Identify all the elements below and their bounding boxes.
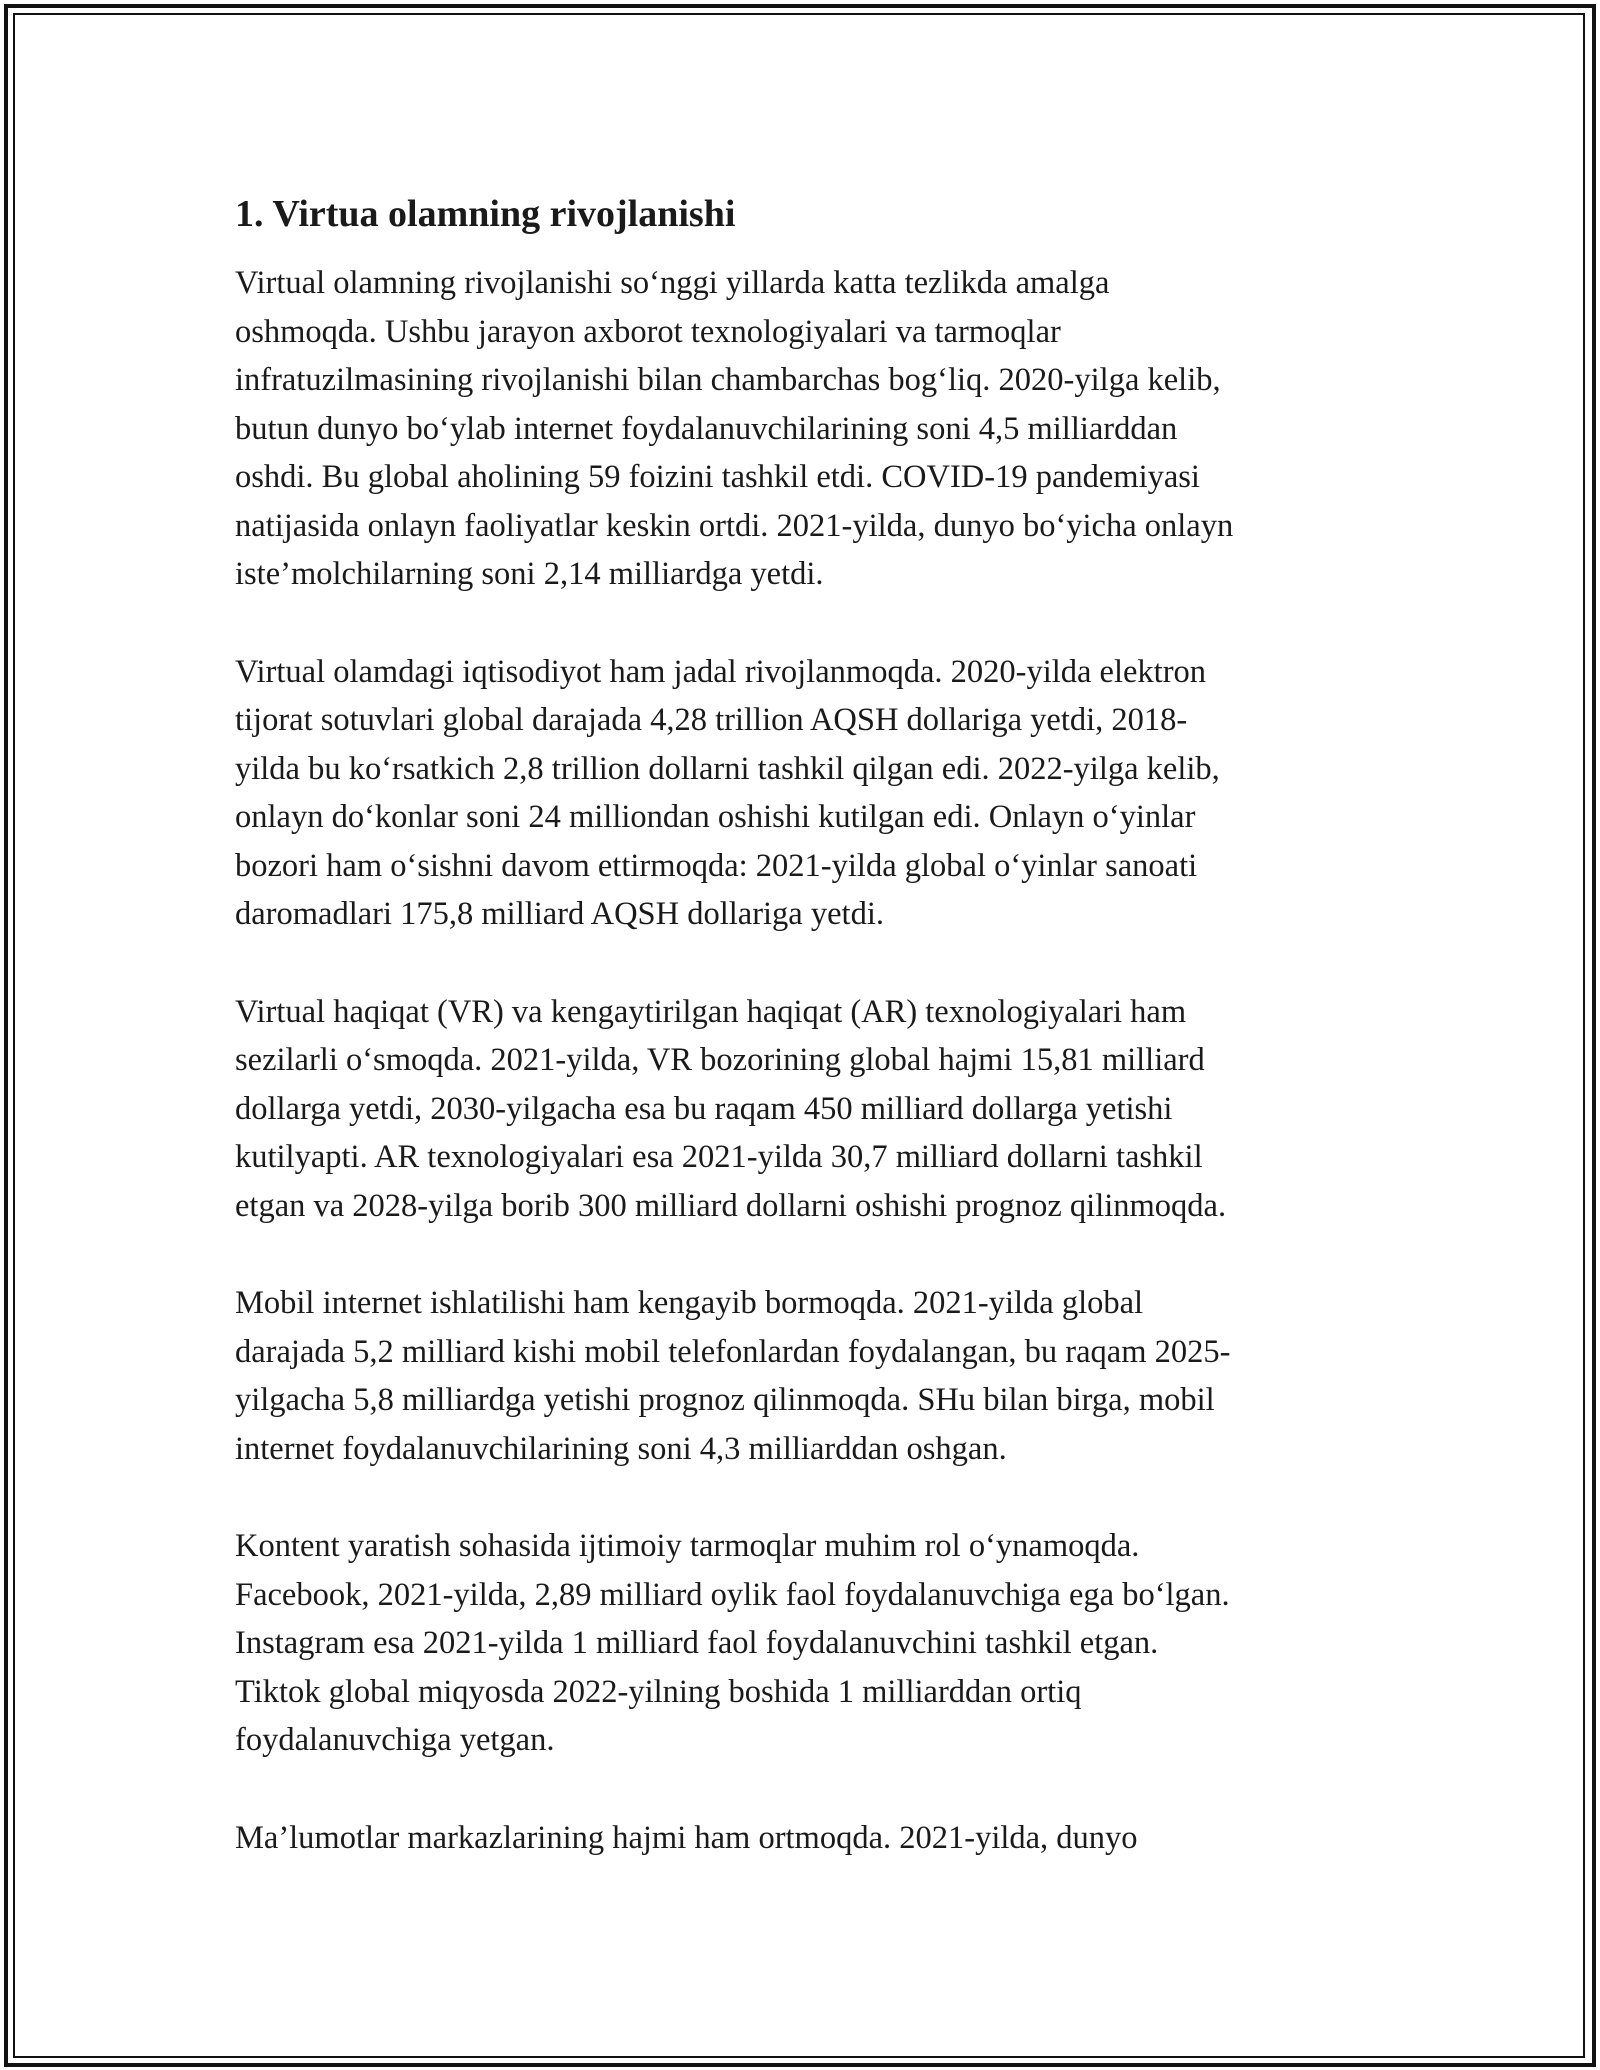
paragraph-line: onlayn do‘konlar soni 24 milliondan oshishi kutilgan edi. Onlayn o‘yinlar xyxy=(235,799,1196,835)
paragraph-line: yilda bu ko‘rsatkich 2,8 trillion dollarni tashkil qilgan edi. 2022-yilga kelib, xyxy=(235,750,1220,787)
paragraph-line: infratuzilmasining rivojlanishi bilan chambarchas bog‘liq. 2020-yilga kelib, xyxy=(235,362,1221,398)
paragraph-line: bozori ham o‘sishni davom ettirmoqda: 2021-yilda global o‘yinlar sanoati xyxy=(235,847,1198,884)
paragraph-line: tijorat sotuvlari global darajada 4,28 trillion AQSH dollariga yetdi, 2018- xyxy=(235,702,1188,738)
paragraph-line: Kontent yaratish sohasida ijtimoiy tarmoqlar muhim rol o‘ynamoqda. xyxy=(235,1528,1140,1564)
paragraph-line: Virtual olamning rivojlanishi so‘nggi yillarda katta tezlikda amalga xyxy=(235,265,1110,301)
section-heading: 1. Virtua olamning rivojlanishi xyxy=(235,193,736,235)
paragraph-line: kutilyapti. AR texnologiyalari esa 2021-yilda 30,7 milliard dollarni tashkil xyxy=(235,1139,1203,1175)
paragraph-data-centers xyxy=(235,1814,1385,1863)
paragraph-line: Facebook, 2021-yilda, 2,89 milliard oylik faol foydalanuvchiga ega bo‘lgan. xyxy=(235,1576,1230,1613)
paragraph-line: dollarga yetdi, 2030-yilgacha esa bu raqam 450 milliard dollarga yetishi xyxy=(235,1090,1173,1127)
paragraph-line: internet foydalanuvchilarining soni 4,3 milliarddan oshgan. xyxy=(235,1430,1007,1467)
paragraph-line: etgan va 2028-yilga borib 300 milliard dollarni oshishi prognoz qilinmoqda. xyxy=(235,1187,1227,1224)
paragraph-mobile-internet xyxy=(235,1279,1385,1473)
paragraph-line: yilgacha 5,8 milliardga yetishi prognoz qilinmoqda. SHu bilan birga, mobil xyxy=(235,1382,1215,1418)
paragraph-line: oshdi. Bu global aholining 59 foizini tashkil etdi. COVID-19 pandemiyasi xyxy=(235,459,1200,495)
paragraph-line: Ma’lumotlar markazlarining hajmi ham ortmoqda. 2021-yilda, dunyo xyxy=(235,1819,1138,1856)
paragraph-line: oshmoqda. Ushbu jarayon axborot texnologiyalari va tarmoqlar xyxy=(235,313,1061,350)
paragraph-line: Tiktok global miqyosda 2022-yilning boshida 1 milliarddan ortiq xyxy=(235,1673,1082,1710)
paragraph-line: darajada 5,2 milliard kishi mobil telefonlardan foydalangan, bu raqam 2025- xyxy=(235,1333,1231,1370)
paragraph-line: Mobil internet ishlatilishi ham kengayib bormoqda. 2021-yilda global xyxy=(235,1285,1144,1321)
paragraph-line: Instagram esa 2021-yilda 1 milliard faol foydalanuvchini tashkil etgan. xyxy=(235,1625,1159,1661)
paragraph-line: butun dunyo bo‘ylab internet foydalanuvchilarining soni 4,5 milliarddan xyxy=(235,410,1178,447)
paragraph-line: sezilarli o‘smoqda. 2021-yilda, VR bozorining global hajmi 15,81 milliard xyxy=(235,1042,1205,1078)
paragraph-line: Virtual olamdagi iqtisodiyot ham jadal rivojlanmoqda. 2020-yilda elektron xyxy=(235,653,1207,690)
paragraph-digital-economy xyxy=(235,648,1385,939)
paragraph-line: natijasida onlayn faoliyatlar keskin ortdi. 2021-yilda, dunyo bo‘yicha onlayn xyxy=(235,507,1234,544)
paragraph-vr-ar xyxy=(235,988,1385,1231)
paragraph-social-networks xyxy=(235,1522,1385,1765)
paragraph-line: foydalanuvchiga yetgan. xyxy=(235,1722,555,1758)
paragraph-line: Virtual haqiqat (VR) va kengaytirilgan haqiqat (AR) texnologiyalari ham xyxy=(235,993,1187,1030)
paragraph-internet-growth xyxy=(235,259,1385,599)
paragraph-line: iste’molchilarning soni 2,14 milliardga yetdi. xyxy=(235,556,824,592)
document-body xyxy=(235,186,1385,1911)
paragraph-line: daromadlari 175,8 milliard AQSH dollariga yetdi. xyxy=(235,896,884,932)
